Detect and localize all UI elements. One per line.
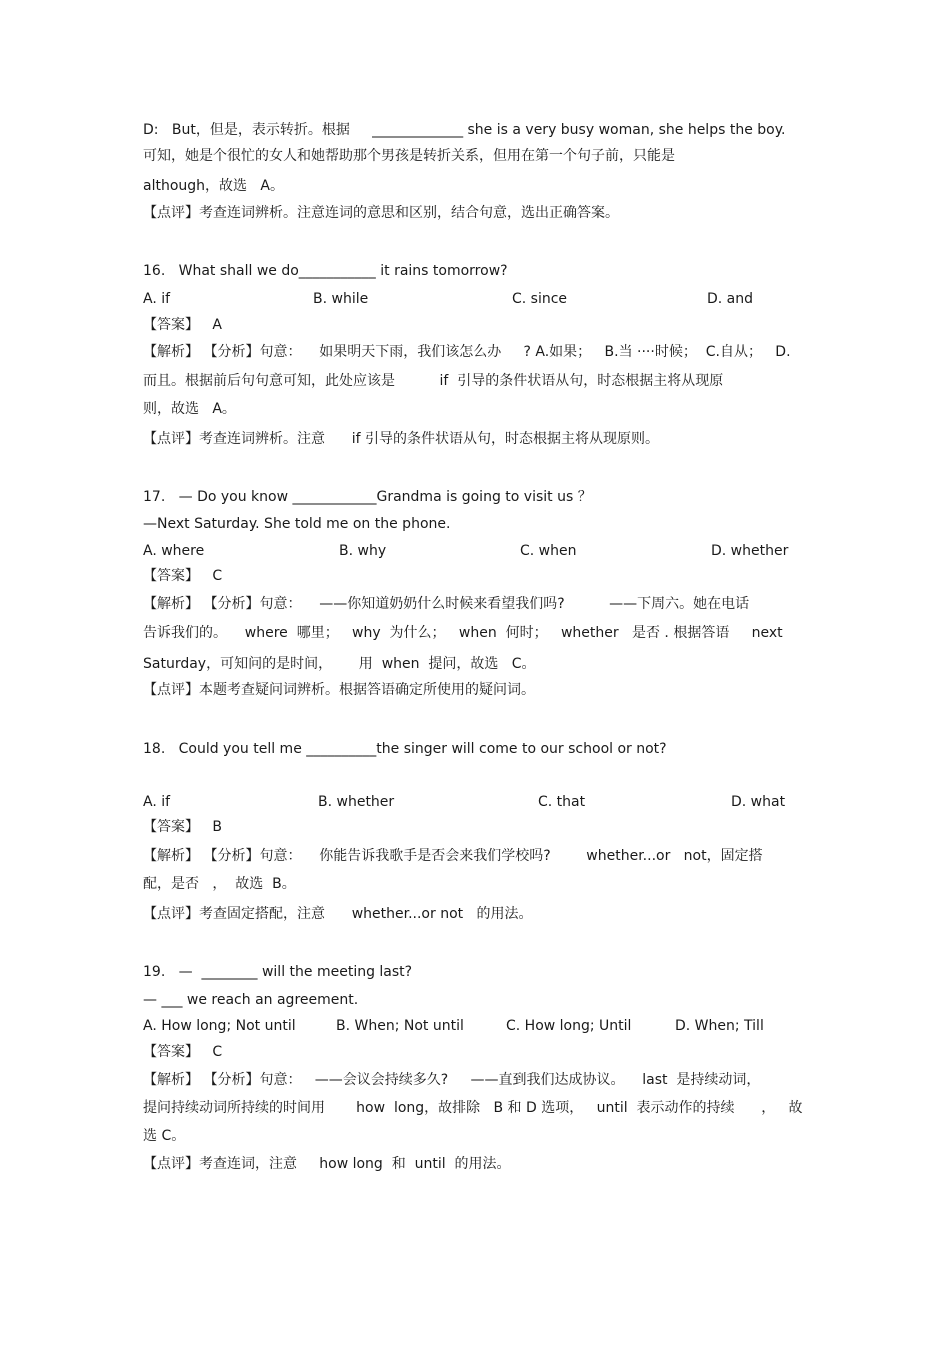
dialogue-line: — ___ we reach an agreement. — [143, 992, 359, 1008]
analysis-line: 选 C。 — [143, 1128, 186, 1144]
option-b: B. while — [313, 291, 369, 307]
option-a: A. if — [143, 291, 171, 307]
option-b: B. why — [339, 543, 387, 559]
comment-line: 【点评】考查固定搭配，注意 whether...or not 的用法。 — [143, 906, 533, 922]
text-line: although，故选 A。 — [143, 178, 284, 194]
question-19: 19. — ________ will the meeting last? — [143, 964, 413, 980]
comment-line: 【点评】考查连词辨析。注意连词的意思和区别，结合句意，选出正确答案。 — [143, 205, 619, 221]
option-b: B. whether — [318, 794, 395, 810]
analysis-line: Saturday，可知问的是时间， 用 when 提问，故选 C。 — [143, 656, 536, 672]
question-18: 18. Could you tell me __________the singer will come to our school or not? — [143, 741, 667, 757]
answer-line: 【答案】 C — [143, 1044, 223, 1060]
comment-line: 【点评】考查连词，注意 how long 和 until 的用法。 — [143, 1156, 511, 1172]
option-a: A. if — [143, 794, 171, 810]
text-line: D: But，但是，表示转折。根据 _____________ she is a very busy woman, she helps the boy. — [143, 122, 786, 138]
analysis-line: 则，故选 A。 — [143, 401, 236, 417]
option-c: C. that — [538, 794, 586, 810]
option-d: D. what — [731, 794, 786, 810]
answer-line: 【答案】 B — [143, 819, 222, 835]
answer-line: 【答案】 A — [143, 317, 222, 333]
analysis-line: 【解析】 【分析】句意： ——你知道奶奶什么时候来看望我们吗? ——下周六。她在电话 — [143, 596, 750, 612]
text-line: 可知，她是个很忙的女人和她帮助那个男孩是转折关系，但用在第一个句子前，只能是 — [143, 148, 675, 164]
question-16: 16. What shall we do___________ it rains tomorrow? — [143, 263, 508, 279]
option-d: D. whether — [711, 543, 789, 559]
dialogue-line: —Next Saturday. She told me on the phone. — [143, 516, 451, 532]
answer-line: 【答案】 C — [143, 568, 223, 584]
option-b: B. When; Not until — [336, 1018, 464, 1034]
analysis-line: 告诉我们的。 where 哪里； why 为什么； when 何时； whether 是否 . 根据答语 next — [143, 625, 783, 641]
question-17: 17. — Do you know ____________Grandma is going to visit us ？ — [143, 489, 592, 505]
option-c: C. How long; Until — [506, 1018, 632, 1034]
comment-line: 【点评】考查连词辨析。注意 if 引导的条件状语从句，时态根据主将从现原则。 — [143, 431, 659, 447]
analysis-line: 【解析】 【分析】句意： 如果明天下雨，我们该怎么办 ? A.如果； B.当 ····时候； C.自从； D. — [143, 344, 791, 360]
option-a: A. where — [143, 543, 205, 559]
analysis-line: 而且。根据前后句句意可知，此处应该是 if 引导的条件状语从句，时态根据主将从现原 — [143, 373, 724, 389]
analysis-line: 【解析】 【分析】句意： 你能告诉我歌手是否会来我们学校吗? whether...or not，固定搭 — [143, 848, 763, 864]
analysis-line: 【解析】 【分析】句意： ——会议会持续多久? ——直到我们达成协议。 last 是持续动词， — [143, 1072, 761, 1088]
option-a: A. How long; Not until — [143, 1018, 296, 1034]
option-d: D. and — [707, 291, 754, 307]
option-c: C. when — [520, 543, 577, 559]
option-c: C. since — [512, 291, 568, 307]
option-d: D. When; Till — [675, 1018, 764, 1034]
analysis-line: 配，是否 ， 故选 B。 — [143, 876, 296, 892]
analysis-line: 提问持续动词所持续的时间用 how long，故排除 B 和 D 选项， until 表示动作的持续 ， 故 — [143, 1100, 803, 1116]
comment-line: 【点评】本题考查疑问词辨析。根据答语确定所使用的疑问词。 — [143, 682, 535, 698]
